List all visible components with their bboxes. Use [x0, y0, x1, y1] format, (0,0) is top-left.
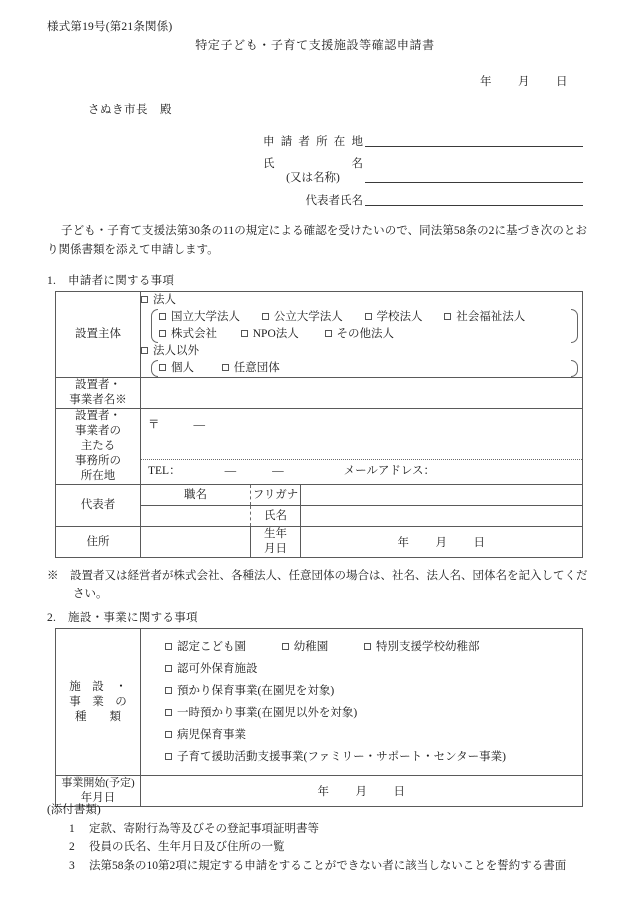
date-line: [480, 73, 568, 89]
address-value-cell: [141, 409, 583, 485]
tel-label: TEL：: [148, 465, 181, 477]
facility-table: [55, 628, 583, 807]
applicant-name-input[interactable]: [365, 181, 583, 183]
option-label: その他法人: [336, 328, 395, 340]
checkbox-icon[interactable]: [159, 330, 166, 337]
checkbox-icon[interactable]: [444, 313, 451, 320]
addressee-honorific: 殿: [160, 104, 172, 116]
birth-day-label: 日: [473, 537, 486, 549]
date-year-label: 年: [480, 76, 492, 88]
option-label: 特別支援学校幼稚部: [376, 641, 480, 653]
attachment-item-2: [47, 838, 566, 857]
address-label-line4: 事務所の: [75, 455, 121, 467]
checkbox-option-stock-company[interactable]: [159, 326, 217, 343]
birthdate-label-line1: 生年: [264, 528, 287, 540]
applicant-location-label: 申請者所在地: [263, 136, 363, 148]
bracket-right-icon: [571, 309, 578, 343]
footnote-mark: ※: [47, 570, 59, 582]
operator-name-label-cell: [56, 378, 141, 409]
furigana-input[interactable]: [301, 485, 583, 506]
option-label: 公立大学法人: [273, 311, 343, 323]
section1-heading: 1. 申請者に関する事項: [47, 275, 175, 287]
position-label: 職名: [184, 488, 207, 501]
facility-options-line5: [165, 724, 576, 746]
checkbox-icon[interactable]: [165, 709, 172, 716]
birth-year-label: 年: [397, 537, 410, 549]
option-label: 株式会社: [171, 328, 217, 340]
facility-options-line3: [165, 680, 576, 702]
operator-name-label-line2: 事業者名※: [69, 394, 127, 406]
tel-email-row: [141, 459, 582, 481]
applicant-name-label: [263, 157, 365, 185]
checkbox-option-sick-child-care[interactable]: [165, 724, 246, 746]
option-label: 学校法人: [376, 311, 423, 323]
applicant-name-label-line1: 氏 名: [263, 158, 363, 170]
checkbox-option-national-university-corp[interactable]: [159, 309, 240, 326]
checkbox-option-public-university-corp[interactable]: [262, 309, 343, 326]
residence-label: 住所: [86, 535, 110, 548]
address-label-line5: 所在地: [80, 470, 116, 482]
start-month-label: 月: [355, 786, 368, 798]
option-label: 任意団体: [233, 362, 280, 374]
attachment-item-1: [47, 820, 566, 839]
option-label: 病児保育事業: [177, 729, 246, 741]
attachment-item-3: [47, 857, 566, 876]
corp-options-line2: [159, 326, 570, 343]
bracket-left-icon: [151, 309, 158, 343]
intro-paragraph: 子ども・子育て支援法第30条の11の規定による確認を受けたいので、同法第58条の2に基づき次のとおり関係書類を添えて申請します。: [47, 225, 587, 256]
attachment-text: 定款、寄附行為等及びその登記事項証明書等: [89, 822, 319, 835]
table-row-representative-position: [56, 485, 583, 506]
attachments-block: [47, 801, 566, 875]
checkbox-option-non-corporation[interactable]: [141, 343, 199, 360]
email-label: メールアドレス：: [343, 465, 436, 477]
postal-mark-icon: 〒: [148, 419, 160, 431]
facility-type-label-line1: 施 設 ・: [69, 680, 127, 693]
checkbox-option-extended-childcare[interactable]: [165, 680, 334, 702]
facility-options-line2: [165, 658, 576, 680]
document-title: 特定子ども・子育て支援施設等確認申請書: [195, 38, 435, 52]
start-date-label-line2: 年月日: [80, 792, 116, 804]
checkbox-option-other-corp[interactable]: [325, 326, 395, 343]
representative-name-input[interactable]: [301, 506, 583, 527]
position-input-spacer[interactable]: [141, 506, 251, 527]
start-year-label: 年: [317, 786, 330, 798]
tel-dash-1: —: [224, 465, 237, 477]
representative-label-cell: [56, 485, 141, 527]
founder-options-cell: [141, 292, 583, 378]
option-label: 個人: [171, 362, 194, 374]
applicant-rep-row: [263, 187, 583, 208]
checkbox-option-school-corp[interactable]: [365, 309, 423, 326]
option-label: 法人以外: [153, 345, 199, 357]
checkbox-icon[interactable]: [141, 296, 148, 303]
applicant-rep-label: 代表者氏名: [305, 195, 363, 207]
option-label: 一時預かり事業(在園児以外を対象): [177, 707, 358, 719]
checkbox-icon[interactable]: [165, 753, 172, 760]
applicant-rep-input[interactable]: [365, 204, 583, 206]
option-label: 認定こども園: [177, 641, 246, 653]
name-label: 氏名: [264, 509, 287, 522]
attachments-title: (添付書類): [47, 804, 101, 816]
checkbox-option-kindergarten[interactable]: [282, 636, 329, 658]
checkbox-option-special-support-school-kindergarten[interactable]: [364, 636, 480, 658]
checkbox-icon[interactable]: [159, 313, 166, 320]
checkbox-option-temporary-childcare[interactable]: [165, 702, 357, 724]
table-row-residence: [56, 527, 583, 558]
checkbox-icon[interactable]: [159, 364, 166, 371]
start-day-label: 日: [393, 786, 406, 798]
table-row-facility-type: [56, 629, 583, 776]
noncorporation-subgroup: [147, 360, 580, 377]
checkbox-icon[interactable]: [141, 347, 148, 354]
attachment-number: 3: [69, 859, 75, 872]
table-row-operator-name: [56, 378, 583, 409]
option-label: 認可外保育施設: [177, 663, 258, 675]
postal-code-field: [148, 416, 205, 432]
checkbox-option-individual[interactable]: [159, 360, 194, 377]
facility-options-line6: [165, 746, 576, 768]
checkbox-option-npo-corp[interactable]: [241, 326, 299, 343]
option-label: 預かり保育事業(在園児を対象): [177, 685, 335, 697]
checkbox-option-unlicensed-childcare[interactable]: [165, 658, 258, 680]
representative-label: 代表者: [80, 499, 116, 511]
option-label: NPO法人: [252, 328, 299, 340]
checkbox-icon[interactable]: [282, 643, 289, 650]
founder-label: 設置主体: [75, 328, 121, 340]
tel-dash-2: —: [272, 465, 284, 477]
checkbox-icon[interactable]: [165, 687, 172, 694]
applicant-name-row: [263, 151, 583, 185]
attachment-text: 役員の氏名、生年月日及び住所の一覧: [89, 841, 285, 853]
birthdate-label-line2: 月日: [264, 543, 287, 555]
checkbox-icon[interactable]: [365, 313, 372, 320]
checkbox-icon[interactable]: [165, 665, 172, 672]
applicant-table: [55, 291, 583, 558]
footnote: [47, 567, 592, 603]
form-number: 様式第19号(第21条関係): [47, 21, 173, 33]
residence-label-cell: [56, 527, 141, 558]
bracket-right-icon: [571, 360, 578, 377]
birth-month-label: 月: [435, 537, 448, 549]
facility-options-line1: [165, 636, 576, 658]
applicant-location-input[interactable]: [365, 145, 583, 147]
option-label: 法人: [153, 294, 176, 306]
checkbox-option-voluntary-group[interactable]: [222, 360, 280, 377]
footnote-text: 設置者又は経営者が株式会社、各種法人、任意団体の場合は、社名、法人名、団体名を記入してください。: [70, 570, 588, 600]
start-date-label-line1: 事業開始(予定): [61, 777, 135, 789]
option-label: 幼稚園: [293, 641, 329, 653]
attachment-number: 1: [69, 822, 75, 835]
section2-heading: 2. 施設・事業に関する事項: [47, 612, 198, 624]
applicant-location-row: [263, 128, 583, 149]
address-label-cell: [56, 409, 141, 485]
checkbox-option-certified-child-center[interactable]: [165, 636, 246, 658]
furigana-label: フリガナ: [252, 488, 299, 501]
attachment-text: 法第58条の10第2項に規定する申請をすることができない者に該当しないことを誓約する書面: [89, 859, 567, 872]
option-label: 子育て援助活動支援事業(ファミリー・サポート・センター事業): [177, 751, 506, 763]
checkbox-icon[interactable]: [241, 330, 248, 337]
attachment-number: 2: [69, 841, 75, 853]
birthdate-input[interactable]: [301, 527, 583, 558]
founder-noncorp-line: [141, 343, 582, 360]
checkbox-icon[interactable]: [222, 364, 229, 371]
addressee: [88, 101, 172, 117]
addressee-name: さぬき市長: [88, 104, 148, 116]
founder-corp-line: [141, 292, 582, 309]
checkbox-icon[interactable]: [325, 330, 332, 337]
facility-type-label-line3: 種 類: [75, 710, 121, 723]
address-label-line2: 事業者の: [75, 425, 121, 437]
address-label-line1: 設置者・: [75, 410, 121, 422]
name-label-cell: [251, 506, 301, 527]
noncorp-options-line: [159, 360, 570, 377]
facility-type-label-cell: [56, 629, 141, 776]
checkbox-option-corporation[interactable]: [141, 292, 176, 309]
corp-options-line1: [159, 309, 570, 326]
option-label: 社会福祉法人: [456, 311, 526, 323]
checkbox-option-social-welfare-corp[interactable]: [444, 309, 525, 326]
operator-name-label-line1: 設置者・: [75, 379, 121, 391]
birthdate-label-cell: [251, 527, 301, 558]
date-day-label: 日: [556, 76, 568, 88]
address-input[interactable]: [141, 412, 582, 459]
position-label-cell: [141, 485, 251, 506]
founder-label-cell: [56, 292, 141, 378]
option-label: 国立大学法人: [171, 311, 240, 323]
facility-type-options-cell: [141, 629, 583, 776]
furigana-label-cell: [251, 485, 301, 506]
checkbox-icon[interactable]: [165, 643, 172, 650]
checkbox-icon[interactable]: [262, 313, 269, 320]
bracket-left-icon: [151, 360, 158, 377]
operator-name-input[interactable]: [141, 378, 583, 409]
corporation-subgroup: [147, 309, 580, 343]
checkbox-icon[interactable]: [165, 731, 172, 738]
postal-dash: —: [193, 419, 205, 431]
table-row-address: [56, 409, 583, 485]
checkbox-option-family-support-center[interactable]: [165, 746, 506, 768]
applicant-name-label-line2: (又は名称): [286, 172, 340, 184]
facility-type-label-line2: 事 業 の: [69, 695, 127, 708]
address-label-line3: 主たる: [80, 440, 116, 452]
applicant-block: [263, 128, 583, 210]
checkbox-icon[interactable]: [364, 643, 371, 650]
date-month-label: 月: [518, 76, 530, 88]
residence-input[interactable]: [141, 527, 251, 558]
table-row-founder: [56, 292, 583, 378]
facility-options-line4: [165, 702, 576, 724]
